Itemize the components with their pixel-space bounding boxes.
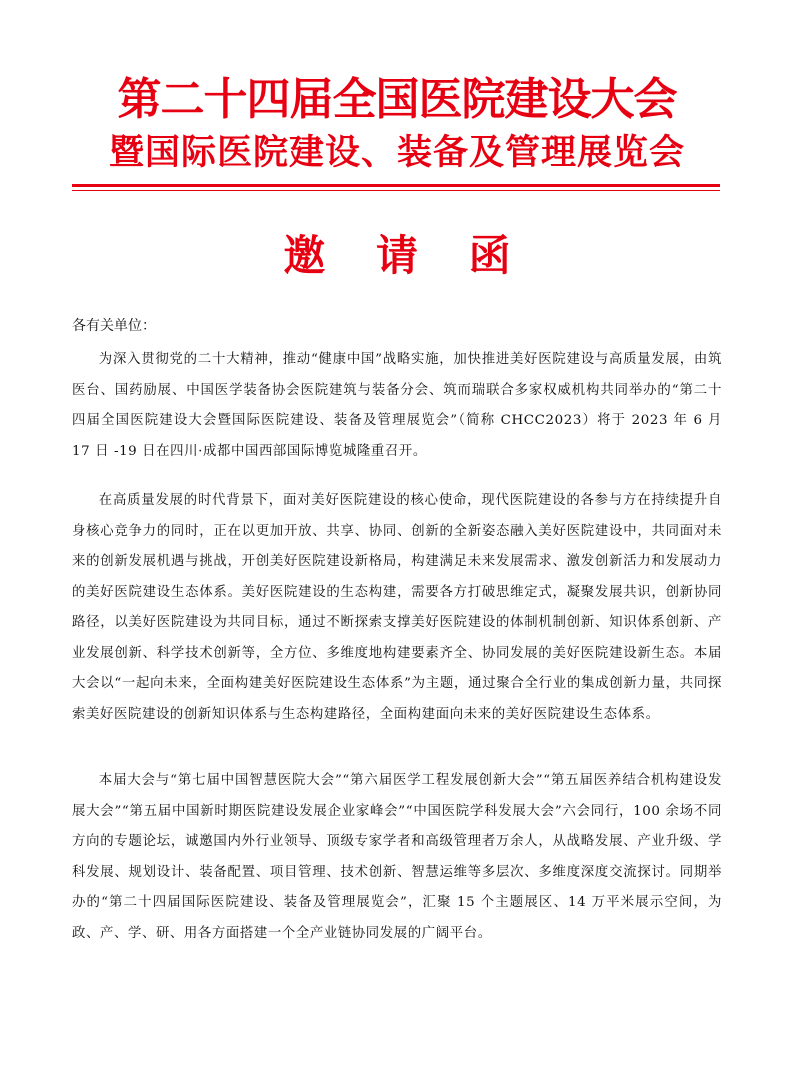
paragraph-background: 在高质量发展的时代背景下，面对美好医院建设的核心使命，现代医院建设的各参与方在持续提升自身核心竞争力的同时，正在以更加开放、共享、协同、创新的全新姿态融入美好医院建设中，共同面对未来的创新发展机遇与挑战，开创美好医院建设新格局，构建满足未来发展需求、激发创新活力和发展动力的美好医院建设生态体系。美好医院建设的生态构建，需要各方打破思维定式，凝聚发展共识，创新协同路径，以美好医院建设为共同目标，通过不断探索支撑美好医院建设的体制机制创新、知识体系创新、产业发展创新、科学技术创新等，全方位、多维度地构建要素齐全、协同发展的美好医院建设新生态。本届大会以“一起向未来，全面构建美好医院建设生态体系”为主题，通过聚合全行业的集成创新力量，共同探索美好医院建设的创新知识体系与生态构建路径，全面构建面向未来的美好医院建设生态体系。: [72, 493, 722, 722]
header-divider-thin: [72, 190, 720, 191]
header-divider-thick: [72, 184, 720, 187]
paragraph-program: 本届大会与“第七届中国智慧医院大会”“第六届医学工程发展创新大会”“第五届医养结合机构建设发展大会”“第五届中国新时期医院建设发展企业家峰会”“中国医院学科发展大会”六会同行，100 余场不同方向的专题论坛，诚邀国内外行业领导、顶级专家学者和高级管理者万余人，从战略发展、产业升级、学科发展、规划设计、装备配置、项目管理、技术创新、智慧运维等多层次、多维度深度交流探讨。同期举办的“第二十四届国际医院建设、装备及管理展览会”，汇聚 15 个主题展区、14 万平米展示空间，为政、产、学、研、用各方面搭建一个全产业链协同发展的广阔平台。: [72, 773, 722, 941]
salutation: 各有关单位：: [72, 318, 156, 334]
paragraph-intro: 为深入贯彻党的二十大精神，推动“健康中国”战略实施，加快推进美好医院建设与高质量发展，由筑医台、国药励展、中国医学装备协会医院建筑与装备分会、筑而瑞联合多家权威机构共同举办的“第二十四届全国医院建设大会暨国际医院建设、装备及管理展览会”（简称 CHCC2023）将于 2023 年 6 月 17 日 -19 日在四川·成都中国西部国际博览城隆重召开。: [72, 352, 722, 459]
invitation-heading: 邀 请 函: [283, 231, 529, 280]
conference-title: 第二十四届全国医院建设大会: [117, 74, 677, 125]
exhibition-subtitle: 暨国际医院建设、装备及管理展览会: [108, 132, 685, 173]
